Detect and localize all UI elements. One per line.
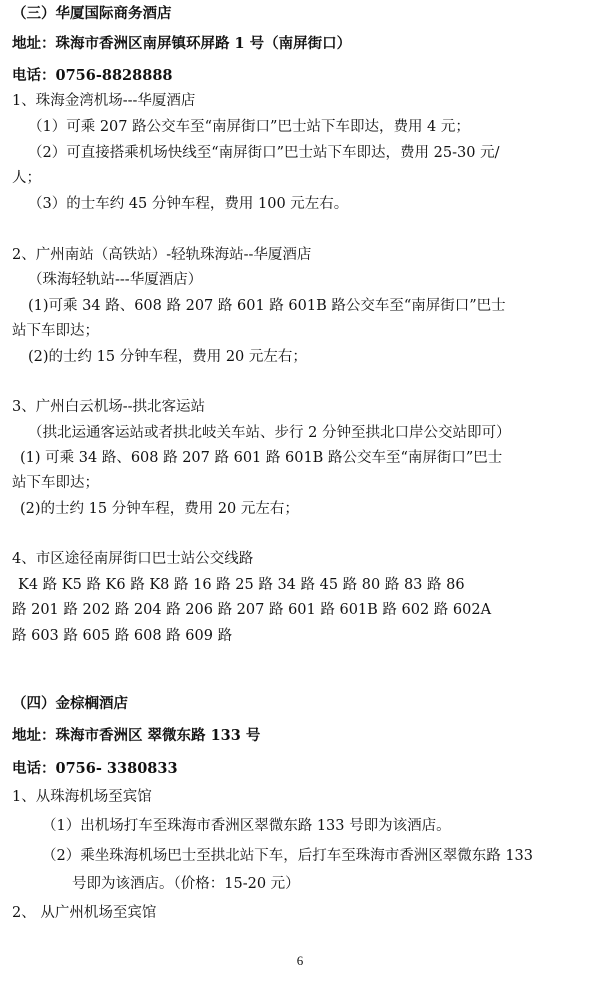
s3-route-1-option-1: （1）可乘 207 路公交车至“南屏街口”巴士站下车即达，费用 4 元； [28, 119, 470, 135]
s3-route-2-heading: 2、广州南站（高铁站）-轻轨珠海站--华厦酒店 [12, 247, 312, 263]
section-3-title: （三）华厦国际商务酒店 [12, 5, 172, 22]
s3-route-4-heading: 4、市区途径南屏街口巴士站公交线路 [12, 551, 254, 567]
s4-route-1-option-2: （2）乘坐珠海机场巴士至拱北站下车，后打车至珠海市香洲区翠微东路 133 [42, 848, 534, 864]
s3-route-1-option-3: （3）的士车约 45 分钟车程，费用 100 元左右。 [28, 196, 349, 212]
s4-route-1-option-2-cont: 号即为该酒店。（价格：15-20 元） [72, 876, 300, 892]
s4-route-2-heading: 2、 从广州机场至宾馆 [12, 905, 157, 921]
section-3-phone: 电话：0756-8828888 [12, 67, 173, 84]
s3-bus-lines-row-3: 路 603 路 605 路 608 路 609 路 [12, 628, 233, 644]
s3-route-3-option-1: (1) 可乘 34 路、608 路 207 路 601 路 601B 路公交车至“南屏街口”巴士 [20, 450, 503, 466]
section-4-title: （四）金棕榈酒店 [12, 695, 128, 712]
s3-bus-lines-row-2: 路 201 路 202 路 204 路 206 路 207 路 601 路 601B 路 602 路 602A [12, 602, 492, 618]
section-4-phone: 电话：0756- 3380833 [12, 760, 178, 777]
s3-route-1-heading: 1、珠海金湾机场---华厦酒店 [12, 93, 196, 109]
s3-route-1-option-2: （2）可直接搭乘机场快线至“南屏街口”巴士站下车即达，费用 25-30 元/ [28, 145, 500, 161]
s3-route-2-option-2: (2)的士约 15 分钟车程，费用 20 元左右； [28, 349, 307, 365]
section-3-address: 地址：珠海市香洲区南屏镇环屏路 1 号（南屏街口） [12, 35, 352, 52]
s3-route-2-subheading: （珠海轻轨站---华厦酒店） [28, 272, 203, 288]
s3-route-3-heading: 3、广州白云机场--拱北客运站 [12, 399, 206, 415]
s3-route-3-option-1-cont: 站下车即达； [12, 475, 99, 491]
s3-bus-lines-row-1: K4 路 K5 路 K6 路 K8 路 16 路 25 路 34 路 45 路 80 路 83 路 86 [18, 577, 465, 593]
page-number: 6 [296, 953, 304, 968]
s3-route-2-option-1: (1)可乘 34 路、608 路 207 路 601 路 601B 路公交车至“南屏街口”巴士 [28, 298, 506, 314]
s3-route-2-option-1-cont: 站下车即达； [12, 323, 99, 339]
section-4-address: 地址：珠海市香洲区 翠微东路 133 号 [12, 727, 261, 744]
s3-route-3-option-2: (2)的士约 15 分钟车程，费用 20 元左右； [20, 501, 299, 517]
s4-route-1-heading: 1、从珠海机场至宾馆 [12, 789, 152, 805]
s3-route-3-subheading: （拱北运通客运站或者拱北岐关车站、步行 2 分钟至拱北口岸公交站即可） [28, 425, 511, 441]
s3-route-1-option-2-cont: 人； [12, 170, 41, 186]
s4-route-1-option-1: （1）出机场打车至珠海市香洲区翠微东路 133 号即为该酒店。 [42, 818, 451, 834]
